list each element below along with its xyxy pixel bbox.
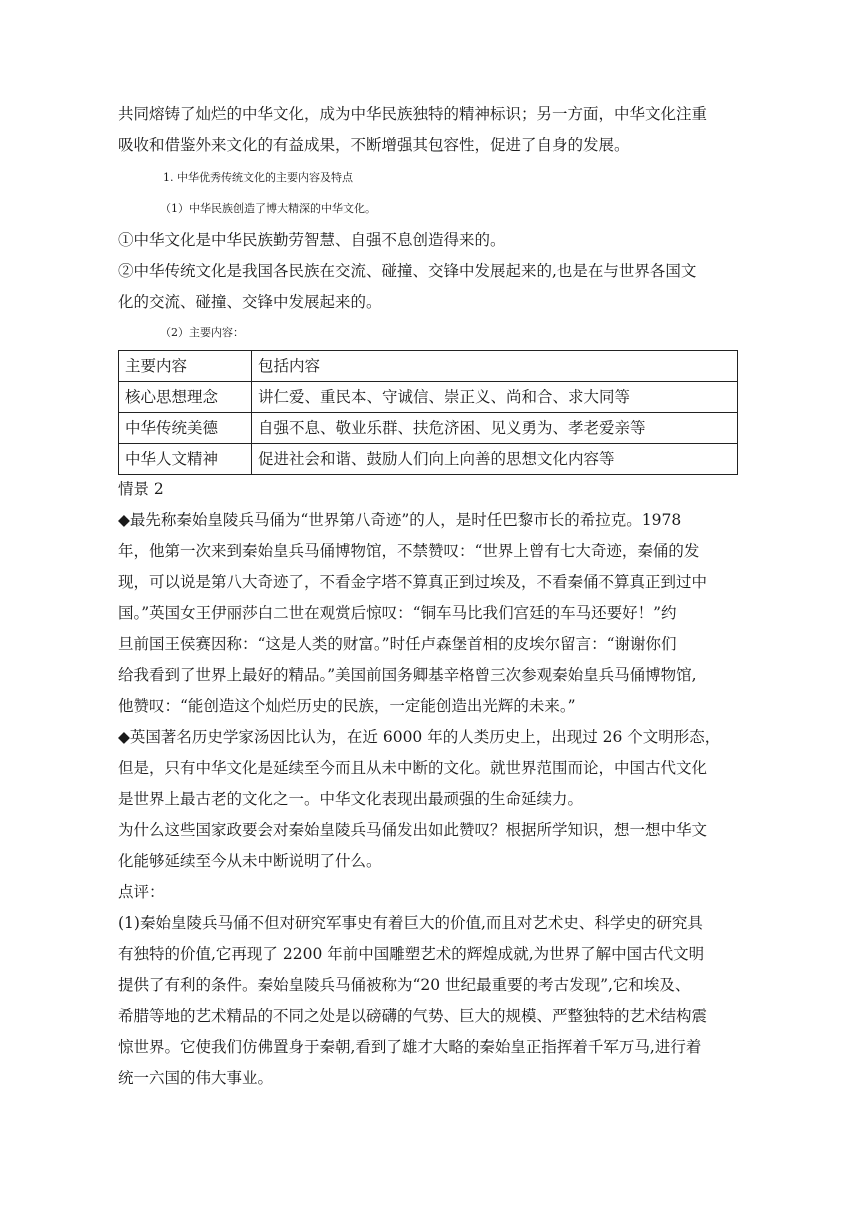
table-row bbox=[119, 413, 738, 444]
table-cell: 讲仁爱、重民本、守诚信、崇正义、尚和合、求大同等 bbox=[252, 382, 738, 413]
comment-line: (1)秦始皇陵兵马俑不但对研究军事史有着巨大的价值,而且对艺术史、科学史的研究具 bbox=[118, 914, 703, 932]
subsection-2: （2）主要内容： bbox=[160, 326, 244, 339]
scene-paragraph-line: 旦前国王侯赛因称：“这是人类的财富。”时任卢森堡首相的皮埃尔留言：“谢谢你们 bbox=[118, 635, 677, 653]
table-cell: 自强不息、敬业乐群、扶危济困、见义勇为、孝老爱亲等 bbox=[252, 413, 738, 444]
comment-line: 惊世界。它使我们仿佛置身于秦朝,看到了雄才大略的秦始皇正指挥着千军万马,进行着 bbox=[118, 1038, 702, 1056]
scene-paragraph-line: ◆最先称秦始皇陵兵马俑为“世界第八奇迹”的人，是时任巴黎市长的希拉克。1978 bbox=[118, 511, 682, 529]
table-header-cell: 包括内容 bbox=[252, 351, 738, 382]
question-line: 为什么这些国家政要会对秦始皇陵兵马俑发出如此赞叹？根据所学知识，想一想中华文 bbox=[118, 821, 708, 839]
content-table bbox=[118, 350, 738, 475]
point-2-line-1: ②中华传统文化是我国各民族在交流、碰撞、交锋中发展起来的,也是在与世界各国文 bbox=[118, 262, 697, 280]
comment-line: 希腊等地的艺术精品的不同之处是以磅礴的气势、巨大的规模、严整独特的艺术结构震 bbox=[118, 1007, 708, 1025]
comment-line: 有独特的价值,它再现了 2200 年前中国雕塑艺术的辉煌成就,为世界了解中国古代文明 bbox=[118, 945, 705, 963]
comment-line: 统一六国的伟大事业。 bbox=[118, 1069, 274, 1087]
scene-paragraph-line: 他赞叹：“能创造这个灿烂历史的民族，一定能创造出光辉的未来。” bbox=[118, 697, 576, 715]
question-line: 化能够延续至今从未中断说明了什么。 bbox=[118, 852, 382, 870]
subsection-1: （1）中华民族创造了博大精深的中华文化。 bbox=[160, 202, 376, 215]
table-cell: 促进社会和谐、鼓励人们向上向善的思想文化内容等 bbox=[252, 444, 738, 475]
scene-paragraph-line: ◆英国著名历史学家汤因比认为，在近 6000 年的人类历史上，出现过 26 个文明形态， bbox=[118, 728, 721, 746]
table-cell: 核心思想理念 bbox=[119, 382, 252, 413]
comment-line: 提供了有利的条件。秦始皇陵兵马俑被称为“20 世纪最重要的考古发现”,它和埃及、 bbox=[118, 976, 691, 994]
point-2-line-2: 化的交流、碰撞、交锋中发展起来的。 bbox=[118, 293, 382, 311]
table-cell: 中华传统美德 bbox=[119, 413, 252, 444]
comment-label: 点评： bbox=[118, 883, 165, 901]
scene-title: 情景 2 bbox=[118, 480, 164, 498]
table-row bbox=[119, 382, 738, 413]
point-1: ①中华文化是中华民族勤劳智慧、自强不息创造得来的。 bbox=[118, 231, 506, 249]
intro-line-2: 吸收和借鉴外来文化的有益成果，不断增强其包容性，促进了自身的发展。 bbox=[118, 136, 630, 154]
intro-line-1: 共同熔铸了灿烂的中华文化，成为中华民族独特的精神标识；另一方面，中华文化注重 bbox=[118, 105, 708, 123]
section-heading: 1. 中华优秀传统文化的主要内容及特点 bbox=[163, 171, 353, 184]
scene-paragraph-line: 国。”英国女王伊丽莎白二世在观赏后惊叹：“铜车马比我们宫廷的车马还要好！”约 bbox=[118, 604, 677, 622]
table-header-row bbox=[119, 351, 738, 382]
scene-paragraph-line: 给我看到了世界上最好的精品。”美国前国务卿基辛格曾三次参观秦始皇兵马俑博物馆, bbox=[118, 666, 697, 684]
scene-paragraph-line: 现，可以说是第八大奇迹了，不看金字塔不算真正到过埃及，不看秦俑不算真正到过中 bbox=[118, 573, 708, 591]
scene-paragraph-line: 但是，只有中华文化是延续至今而且从未中断的文化。就世界范围而论，中国古代文化 bbox=[118, 759, 708, 777]
table-row bbox=[119, 444, 738, 475]
scene-paragraph-line: 年，他第一次来到秦始皇兵马俑博物馆，不禁赞叹：“世界上曾有七大奇迹，秦俑的发 bbox=[118, 542, 700, 560]
table-header-cell: 主要内容 bbox=[119, 351, 252, 382]
table-cell: 中华人文精神 bbox=[119, 444, 252, 475]
scene-paragraph-line: 是世界上最古老的文化之一。中华文化表现出最顽强的生命延续力。 bbox=[118, 790, 584, 808]
